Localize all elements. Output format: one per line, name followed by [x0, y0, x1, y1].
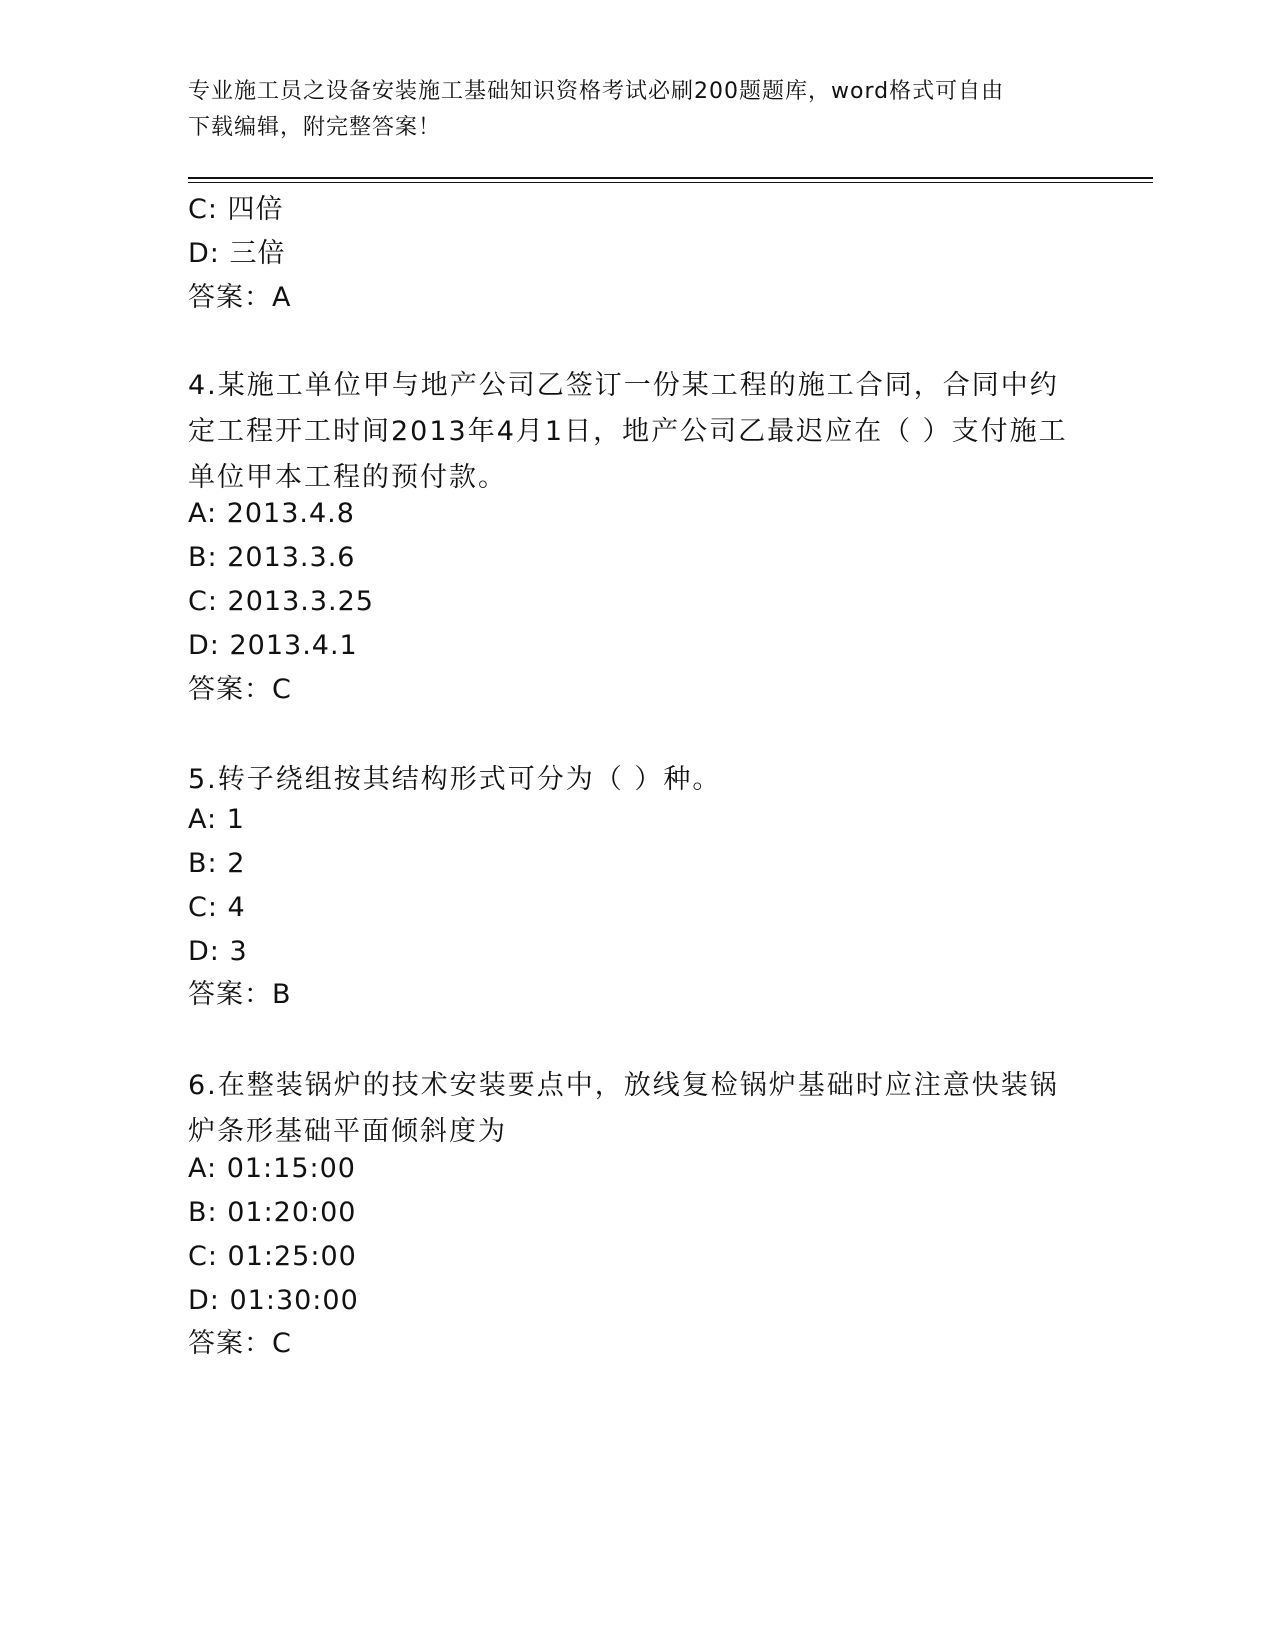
option-label: B:: [188, 542, 218, 573]
option-text: 01:20:00: [227, 1197, 357, 1228]
option-text: 01:15:00: [226, 1153, 356, 1184]
option-label: B:: [188, 1197, 218, 1228]
q3-option-d: [188, 237, 285, 271]
q6-stem: 6.在整装锅炉的技术安装要点中，放线复检锅炉基础时应注意快装锅炉条形基础平面倾斜度为: [188, 1070, 1059, 1147]
q6-option-d: [188, 1284, 359, 1318]
option-label: A:: [188, 1153, 218, 1184]
q4-option-a: [188, 497, 355, 531]
option-text: 三倍: [229, 238, 286, 269]
document-header: [188, 74, 1088, 146]
option-label: C:: [188, 194, 218, 225]
q6-option-b: [188, 1196, 356, 1230]
option-text: 01:25:00: [227, 1241, 357, 1272]
q4-stem: 4.某施工单位甲与地产公司乙签订一份某工程的施工合同，合同中约定工程开工时间2013年4月1日，地产公司乙最迟应在（ ）支付施工单位甲本工程的预付款。: [188, 370, 1068, 493]
q4-option-d: [188, 629, 358, 663]
option-text: 4: [227, 892, 246, 923]
option-label: A:: [188, 804, 218, 835]
q5-option-a: [188, 803, 245, 837]
header-rule-thick: [188, 177, 1153, 179]
option-label: C:: [188, 586, 218, 617]
option-label: C:: [188, 892, 218, 923]
q4-option-c: [188, 585, 374, 619]
option-text: 2013.4.1: [229, 630, 358, 661]
option-text: 01:30:00: [229, 1285, 359, 1316]
option-label: D:: [188, 1285, 220, 1316]
option-label: A:: [188, 498, 218, 529]
option-label: B:: [188, 848, 218, 879]
q5-stem: 5.转子绕组按其结构形式可分为（ ）种。: [188, 764, 722, 795]
q3-answer: 答案：A: [188, 282, 292, 313]
option-label: C:: [188, 1241, 218, 1272]
q5-option-c: [188, 891, 246, 925]
q5-answer: 答案：B: [188, 979, 292, 1010]
option-text: 2013.3.6: [227, 542, 356, 573]
q6-answer: 答案：C: [188, 1328, 292, 1359]
q4-answer: 答案：C: [188, 674, 292, 705]
option-label: D:: [188, 630, 220, 661]
header-line-1: 专业施工员之设备安装施工基础知识资格考试必刷200题题库，word格式可自由: [188, 79, 1005, 104]
q3-option-c: [188, 193, 284, 227]
header-line-2: 下载编辑，附完整答案！: [188, 115, 442, 140]
option-text: 2013.3.25: [227, 586, 374, 617]
option-label: D:: [188, 936, 220, 967]
q5-option-d: [188, 935, 248, 969]
option-text: 2013.4.8: [226, 498, 355, 529]
option-text: 1: [226, 804, 245, 835]
q6-option-c: [188, 1240, 357, 1274]
q5-option-b: [188, 847, 245, 881]
option-text: 四倍: [227, 194, 284, 225]
option-text: 3: [229, 936, 248, 967]
header-rule-thin: [188, 182, 1153, 183]
option-label: D:: [188, 238, 220, 269]
q4-option-b: [188, 541, 355, 575]
q6-option-a: [188, 1152, 356, 1186]
option-text: 2: [227, 848, 246, 879]
